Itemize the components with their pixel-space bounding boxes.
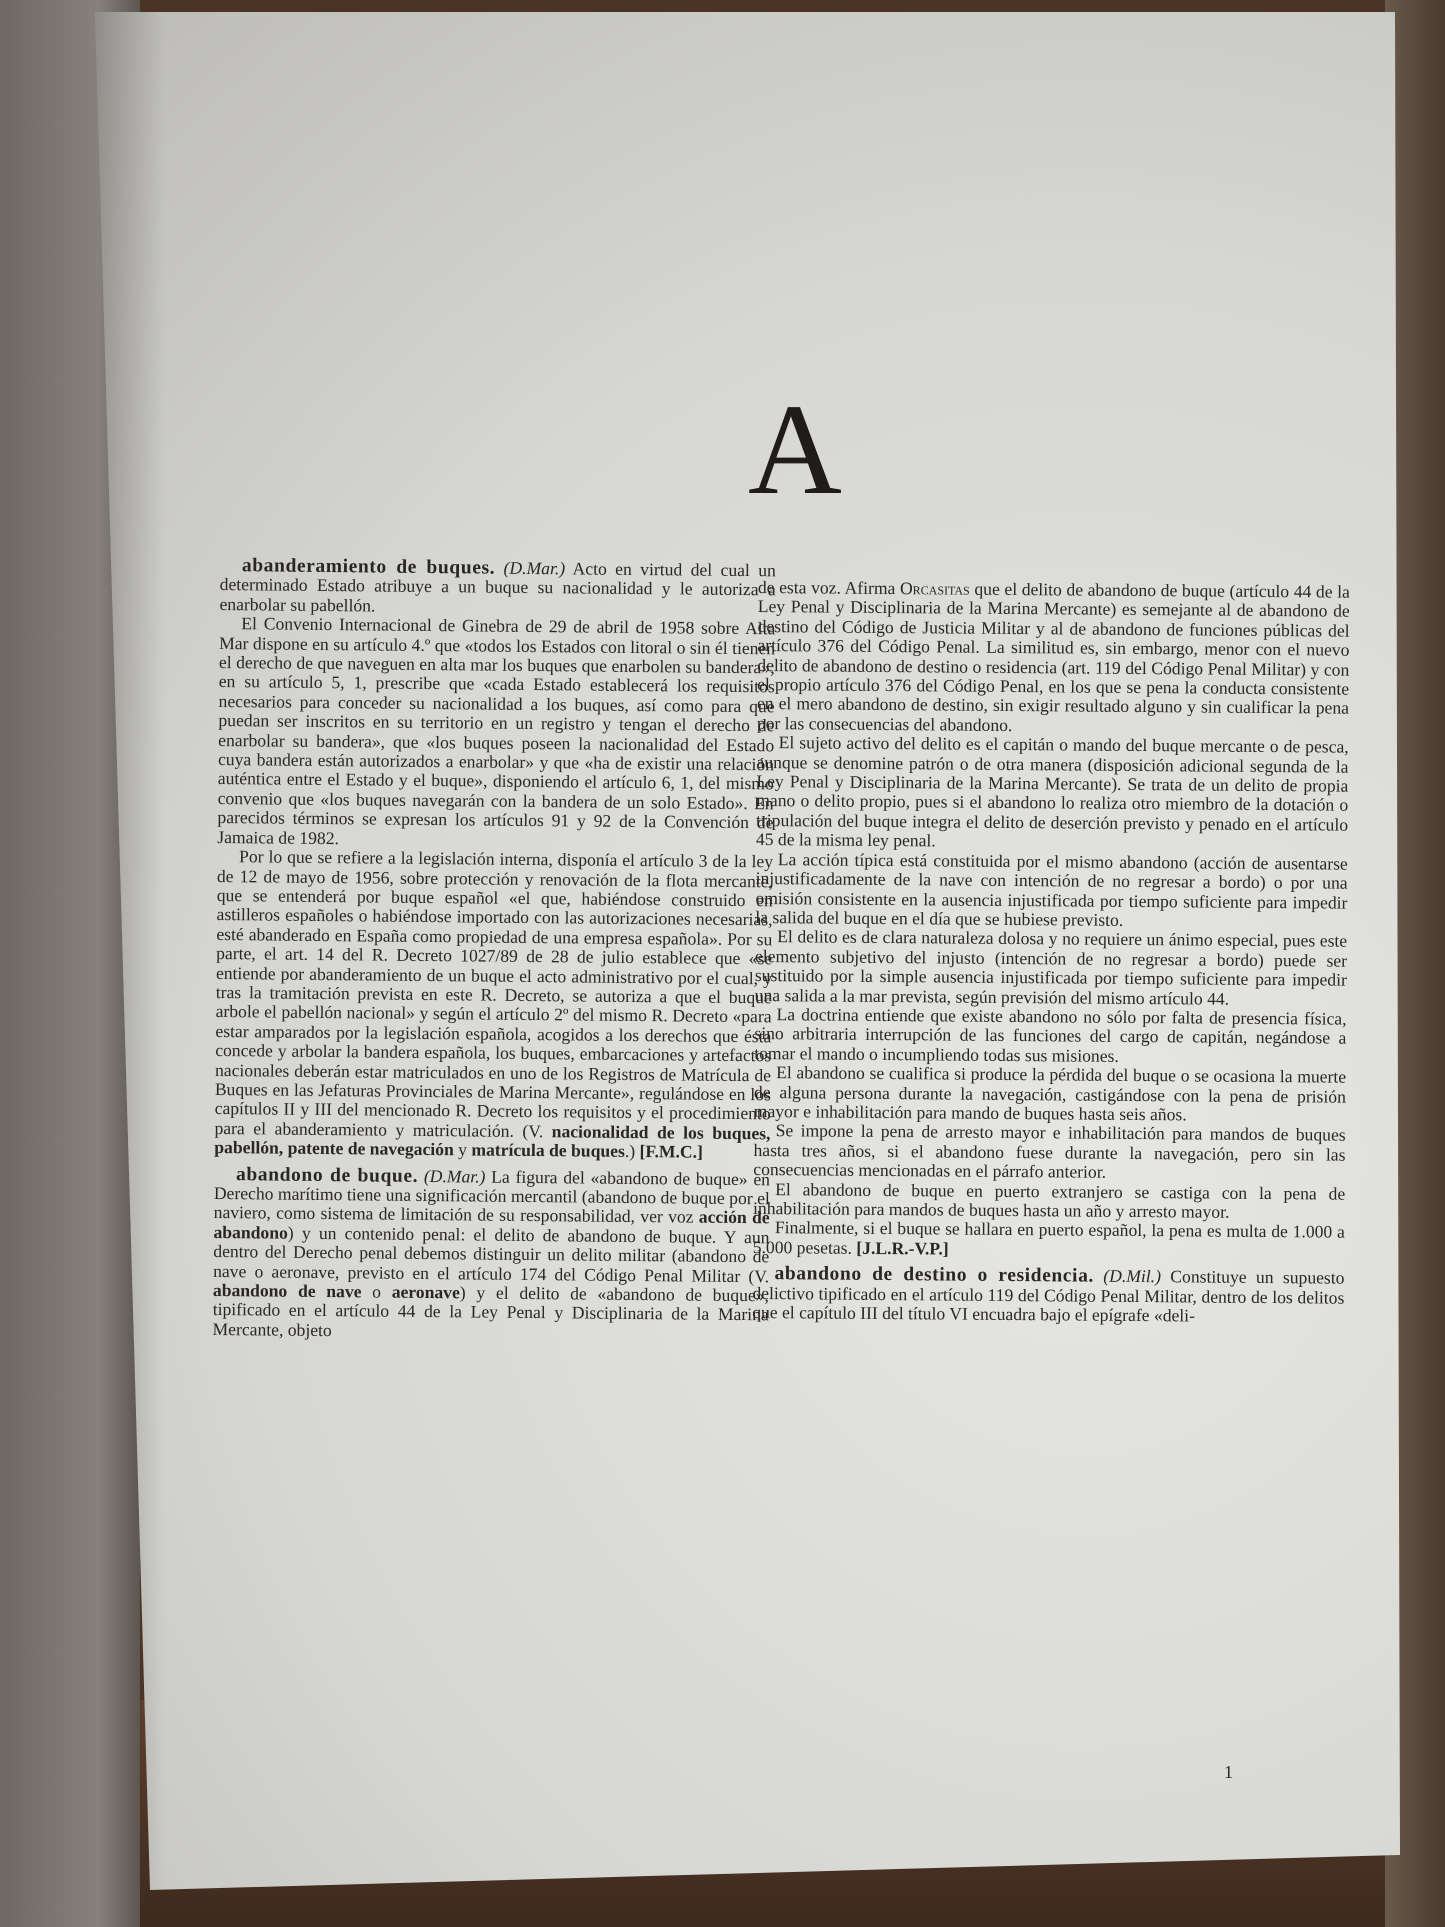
body-paragraph [753, 1218, 1345, 1261]
text-run: La acción típica está constituida por el mismo abandono (acción de ausentarse injustificadamente de la nave con intención de no regresar a bordo) o por una omisión consistente en la ausencia injustificada por tiempo suficiente para impedir la salida del buque en el día que se hubiese previsto. [755, 848, 1348, 930]
text-run: La doctrina entiende que existe abandono no sólo por falta de presencia física, sino arbitraria interrupción de las funciones del cargo de capitán, negándose a tomar el mando o incumpliendo todas sus misiones. [754, 1004, 1347, 1066]
text-run: El Convenio Internacional de Ginebra de 29 de abril de 1958 sobre Alta Mar dispone en su artículo 4.º que «todos los Estados con litoral o sin él tienen el derecho de que naveguen en alta mar los buques que enarbolen su bandera»; en su artículo 5, 1, prescribe que «cada Estado establecerá los requisitos necesarios para conceder su nacionalidad a los buques, así como para que puedan ser inscritos en su territorio en un registro y tengan el derecho de enarbolar su bandera», que «los buques poseen la nacionalidad del Estado cuya bandera están autorizados a enarbolar» y que «ha de existir una relación auténtica entre el Estado y el buque», disponiendo el artículo 6, 1, del mismo convenio que «los buques navegarán con la bandera de un solo Estado». En parecidos términos se expresan los artículos 91 y 92 de la Convención de Jamaica de 1982. [217, 613, 776, 848]
text-run: Finalmente, si el buque se hallara en puerto español, la pena es multa de 1.000 a 5.000 pesetas. [752, 1217, 1345, 1258]
text-run: ) y el delito de «abandono de buque», tipificado en el artículo 44 de la Ley Penal y Disciplinaria de la Marina Mercante, objeto [212, 1282, 770, 1340]
page-number: 1 [1224, 1762, 1233, 1782]
body-paragraph [214, 847, 773, 1163]
body-paragraph [754, 1063, 1346, 1126]
section-letter: A [748, 378, 842, 522]
text-run: El abandono se cualifica si produce la pérdida del buque o se ocasiona la muerte de alguna persona durante la navegación, castigándose con la pena de prisión mayor e inhabilitación para mando de buques hasta seis años. [753, 1062, 1347, 1125]
body-paragraph [753, 1121, 1345, 1184]
text-run: de esta voz. Afirma [757, 577, 901, 599]
cross-reference: [F.M.C.] [639, 1141, 703, 1162]
right-text-column [752, 578, 1350, 1327]
body-paragraph [755, 850, 1348, 932]
dictionary-entry [212, 1165, 770, 1345]
text-run: que el delito de abandono de buque (artículo 44 de la Ley Penal y Disciplinaria de la Marina Mercante) es semejante al de abandono de destino del Código de Justicia Militar y al de abandono de funciones públicas del artículo 376 del Código Penal. La similitud es, sin embargo, menor con el nuevo delito de abandono de destino o residencia (art. 119 del Código Penal Militar) y con el propio artículo 376 del Código Penal, en los que se pena la conducta consistente en el mero abandono de destino, sin exigir resultado alguno y sin cualificar la pena por las consecuencias del abandono. [756, 578, 1350, 735]
dictionary-entry [219, 556, 776, 620]
text-run: ) y un contenido penal: el delito de abandono de buque. Y aun dentro del Derecho penal debemos distinguir un delito militar (abandono de nave o aeronave, previsto en el artículo 174 del Código Penal Militar (V. [213, 1222, 770, 1286]
cross-reference: aeronave [391, 1281, 460, 1303]
text-run: Acto en virtud del cual un determinado Estado atribuye a un buque su nacionalidad y le autoriza a enarbolar su pabellón. [219, 558, 776, 616]
body-paragraph [757, 578, 1350, 738]
body-paragraph [754, 1005, 1346, 1068]
text-run: Por lo que se refiere a la legislación interna, disponía el artículo 3 de la ley de 12 de mayo de 1956, sobre protección y renovación de la flota mercante, que se entenderá por buque español «el que, habiéndose construido en astilleros españoles o habiéndose importado con las autorizaciones necesarias, esté abanderado en España como propiedad de una empresa española». Por su parte, el art. 14 del R. Decreto 1027/89 de 28 de julio establece que «se entiende por abanderamiento de un buque el acto administrativo por el cual, y tras la tramitación prevista en este R. Decreto, se autoriza a que el buque arbole el pabellón nacional» y según el artículo 2º del mismo R. Decreto «para estar amparados por la legislación española, acogidos a los derechos que ésta concede y arbolar la bandera española, los buques, embarcaciones y artefactos nacionales deberán estar matriculados en uno de los Registros de Matrícula de Buques en las Jefaturas Provinciales de Marina Mercante», regulándose en los capítulos II y III del mencionado R. Decreto los requisitos y el procedimiento para el abanderamiento y matriculación. (V. [214, 846, 774, 1141]
body-paragraph [755, 927, 1348, 1009]
body-paragraph [217, 614, 775, 852]
text-run: Se impone la pena de arresto mayor e inhabilitación para mandos de buques hasta tres años, si el abandono fuese durante la navegación, pero sin las consecuencias mencionadas en el párrafo anterior. [753, 1120, 1346, 1182]
entry-headword: abanderamiento de buques. [241, 555, 496, 579]
subject-label: (D.Mil.) [1103, 1265, 1162, 1287]
text-run: Constituye un supuesto delictivo tipificado en el artículo 119 del Código Penal Militar, dentro de los delitos que el capítulo III del título VI encuadra bajo el epígrafe «deli- [752, 1266, 1345, 1326]
text-run: o [361, 1281, 392, 1302]
cross-reference: abandono de nave [212, 1279, 362, 1302]
text-run: La figura del «abandono de buque» en Derecho marítimo tiene una significación mercantil (abandono de buque por el naviero, como sistema de limitación de su responsabilidad, ver voz [213, 1166, 771, 1228]
text-run [1094, 1266, 1104, 1286]
body-paragraph [753, 1180, 1345, 1223]
left-text-column [212, 556, 775, 1345]
entry-headword: abandono de buque. [235, 1163, 419, 1187]
entry-headword: abandono de destino o residencia. [774, 1263, 1095, 1287]
subject-label: (D.Mar.) [503, 557, 566, 579]
author-name: Orcasitas [899, 578, 970, 599]
cross-reference: nacionalidad de los buques, pabellón, patente de navegación [214, 1120, 771, 1160]
text-run: El delito es de clara naturaleza dolosa y no requiere un ánimo especial, pues este elemento subjetivo del injusto (intención de no regresar a bordo) puede ser sustituido por la simple ausencia injustificada por tiempo suficiente para impedir una salida a la mar prevista, según previsión del mismo artículo 44. [754, 926, 1348, 1009]
subject-label: (D.Mar.) [423, 1165, 486, 1187]
text-run: El abandono de buque en puerto extranjero se castiga con la pena de inhabilitación para mandos de buques hasta un año y arresto mayor. [752, 1178, 1346, 1222]
cross-reference: matrícula de buques [471, 1139, 625, 1162]
text-run: y [453, 1139, 472, 1160]
text-run: El sujeto activo del delito es el capitán o mando del buque mercante o de pesca, aunque se denomine patrón o de otra manera (disposición adicional segunda de la Ley Penal y Disciplinaria de la Marina Mercante). Se trata de un delito de propia mano o delito propio, pues si el abandono lo realiza otro miembro de la dotación o tripulación del buque integra el delito de deserción previsto y penado en el artículo 45 de la misma ley penal. [755, 732, 1349, 851]
text-run [495, 558, 504, 578]
dictionary-entry [752, 1264, 1344, 1327]
body-paragraph [756, 733, 1349, 854]
cross-reference: [J.L.R.-V.P.] [856, 1237, 949, 1259]
cross-reference: acción de abandono [213, 1207, 770, 1243]
text-run: .) [624, 1141, 640, 1162]
